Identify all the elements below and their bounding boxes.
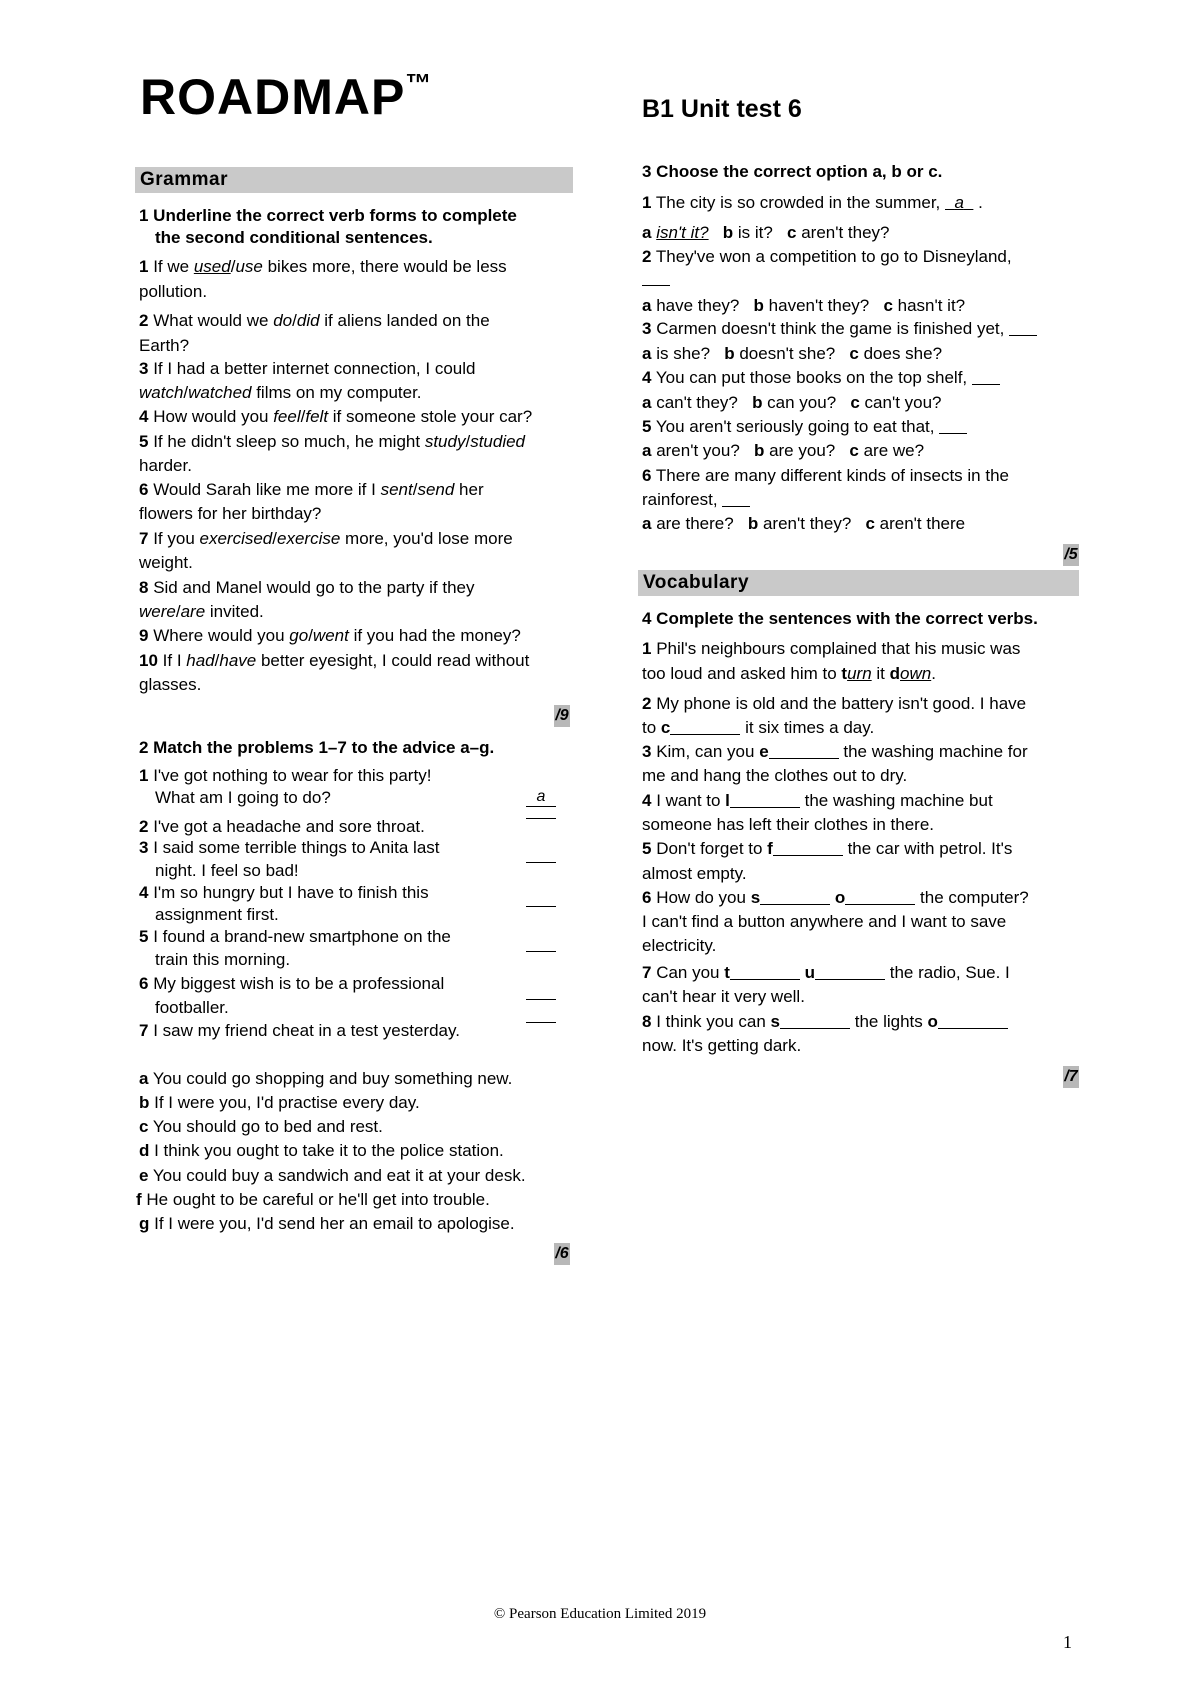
ex1-item-1-cont: pollution. <box>139 282 208 301</box>
ex4-item-3-cont: me and hang the clothes out to dry. <box>642 766 908 785</box>
ex1-item-7-cont: weight. <box>139 553 193 572</box>
ex2-problem-5-cont: train this morning. <box>155 950 291 969</box>
ex1-item-2: 2 What would we do/did if aliens landed on the <box>139 311 490 330</box>
brand-logo: ROADMAP™ <box>140 68 433 125</box>
ex4-item-5: 5 Don't forget to f the car with petrol. It's <box>642 839 1013 858</box>
ex1-item-10: 10 If I had/have better eyesight, I could read without <box>139 651 530 670</box>
page-number: 1 <box>1063 1632 1072 1652</box>
ex4-item-7-cont: can't hear it very well. <box>642 987 805 1006</box>
ex1-item-2-cont: Earth? <box>139 336 190 355</box>
ex3-item-4-options: a can't they? b can you? c can't you? <box>642 393 942 412</box>
ex2-advice-a: a You could go shopping and buy something new. <box>139 1069 513 1088</box>
ex3-item-6-cont: rainforest, <box>642 489 750 511</box>
ex1-item-5-cont: harder. <box>139 456 192 475</box>
ex2-answer-2[interactable] <box>526 818 556 819</box>
ex1-item-10-cont: glasses. <box>139 675 202 694</box>
ex2-problem-3-cont: night. I feel so bad! <box>155 861 299 880</box>
ex2-problem-7: 7 I saw my friend cheat in a test yesterday. <box>139 1021 460 1040</box>
ex3-item-2: 2 They've won a competition to go to Disneyland, <box>642 247 1012 266</box>
exercise-2-title: 2 Match the problems 1–7 to the advice a–g. <box>139 738 495 757</box>
ex4-item-1-cont: too loud and asked him to turn it down. <box>642 664 936 683</box>
ex2-advice-e: e You could buy a sandwich and eat it at your desk. <box>139 1166 526 1185</box>
ex4-score: /7 <box>1063 1066 1079 1088</box>
ex4-item-2-cont: to c it six times a day. <box>642 718 875 737</box>
ex2-problem-1-cont: What am I going to do? <box>155 788 331 807</box>
ex3-item-1: 1 The city is so crowded in the summer, a . <box>642 193 983 212</box>
ex2-problem-3: 3 I said some terrible things to Anita last <box>139 838 440 857</box>
exercise-1-title: 1 Underline the correct verb forms to complete <box>139 206 517 225</box>
exercise-1-title-cont: the second conditional sentences. <box>155 228 433 247</box>
ex1-item-6-cont: flowers for her birthday? <box>139 504 322 523</box>
ex4-item-4-cont: someone has left their clothes in there. <box>642 815 934 834</box>
ex3-item-5: 5 You aren't seriously going to eat that, <box>642 416 967 438</box>
ex3-item-2-options: a have they? b haven't they? c hasn't it? <box>642 296 966 315</box>
ex4-item-2: 2 My phone is old and the battery isn't good. I have <box>642 694 1027 713</box>
ex2-problem-6: 6 My biggest wish is to be a professional <box>139 974 445 993</box>
ex4-item-8-cont: now. It's getting dark. <box>642 1036 802 1055</box>
ex3-item-5-options: a aren't you? b are you? c are we? <box>642 441 925 460</box>
ex1-item-7: 7 If you exercised/exercise more, you'd lose more <box>139 529 513 548</box>
ex1-item-9: 9 Where would you go/went if you had the money? <box>139 626 521 645</box>
ex4-item-3: 3 Kim, can you e the washing machine for <box>642 742 1028 761</box>
ex3-item-4: 4 You can put those books on the top shelf, <box>642 367 1000 389</box>
ex1-score: /9 <box>554 705 570 727</box>
ex2-answer-5[interactable] <box>526 951 556 952</box>
ex1-item-8-cont: were/are invited. <box>139 602 264 621</box>
ex3-score: /5 <box>1063 544 1079 566</box>
ex2-problem-6-cont: footballer. <box>155 998 229 1017</box>
ex1-item-6: 6 Would Sarah like me more if I sent/send her <box>139 480 484 499</box>
ex2-score: /6 <box>554 1243 570 1265</box>
ex2-answer-6[interactable] <box>526 999 556 1000</box>
ex3-item-3: 3 Carmen doesn't think the game is finished yet, <box>642 318 1037 340</box>
ex2-answer-1[interactable]: a <box>526 788 556 807</box>
ex2-problem-4: 4 I'm so hungry but I have to finish this <box>139 883 429 902</box>
ex4-item-7: 7 Can you t u the radio, Sue. I <box>642 963 1010 982</box>
grammar-section-bar: Grammar <box>135 167 573 193</box>
ex1-item-4: 4 How would you feel/felt if someone stole your car? <box>139 407 533 426</box>
ex2-answer-4[interactable] <box>526 906 556 907</box>
ex1-item-3-cont: watch/watched films on my computer. <box>139 383 422 402</box>
ex4-item-6: 6 How do you s o the computer? <box>642 888 1029 907</box>
ex3-item-6-options: a are there? b aren't they? c aren't there <box>642 514 966 533</box>
ex4-item-5-cont: almost empty. <box>642 864 747 883</box>
ex2-answer-3[interactable] <box>526 862 556 863</box>
vocabulary-section-bar: Vocabulary <box>638 570 1079 596</box>
ex2-problem-1: 1 I've got nothing to wear for this party! <box>139 766 432 785</box>
ex2-advice-d: d I think you ought to take it to the police station. <box>139 1141 504 1160</box>
ex4-item-6-cont2: electricity. <box>642 936 717 955</box>
ex2-advice-b: b If I were you, I'd practise every day. <box>139 1093 420 1112</box>
ex2-advice-g: g If I were you, I'd send her an email to apologise. <box>139 1214 515 1233</box>
copyright-footer: © Pearson Education Limited 2019 <box>493 1606 707 1622</box>
ex4-item-8: 8 I think you can s the lights o <box>642 1011 1008 1033</box>
ex2-advice-c: c You should go to bed and rest. <box>139 1117 383 1136</box>
ex4-item-6-cont: I can't find a button anywhere and I want to save <box>642 912 1007 931</box>
exercise-4-title: 4 Complete the sentences with the correct verbs. <box>642 609 1038 628</box>
ex4-item-4: 4 I want to l the washing machine but <box>642 791 993 810</box>
test-title: B1 Unit test 6 <box>642 95 802 123</box>
ex2-advice-f: f He ought to be careful or he'll get into trouble. <box>136 1190 490 1209</box>
ex1-item-5: 5 If he didn't sleep so much, he might study/studied <box>139 432 526 451</box>
ex1-item-1: 1 If we used/use bikes more, there would be less <box>139 257 507 276</box>
ex3-example-answer: a <box>954 193 964 212</box>
exercise-3-title: 3 Choose the correct option a, b or c. <box>642 162 943 181</box>
ex2-problem-2: 2 I've got a headache and sore throat. <box>139 817 425 836</box>
ex3-item-2-blank[interactable] <box>642 268 670 290</box>
ex4-item-1: 1 Phil's neighbours complained that his music was <box>642 639 1021 658</box>
ex2-answer-7[interactable] <box>526 1022 556 1023</box>
ex1-item-3: 3 If I had a better internet connection, I could <box>139 359 476 378</box>
ex2-problem-4-cont: assignment first. <box>155 905 279 924</box>
ex2-problem-5: 5 I found a brand-new smartphone on the <box>139 927 451 946</box>
ex1-item-8: 8 Sid and Manel would go to the party if they <box>139 578 475 597</box>
ex3-item-6: 6 There are many different kinds of insects in the <box>642 466 1009 485</box>
ex3-item-1-options: a isn't it? b is it? c aren't they? <box>642 223 890 242</box>
ex3-item-3-options: a is she? b doesn't she? c does she? <box>642 344 943 363</box>
